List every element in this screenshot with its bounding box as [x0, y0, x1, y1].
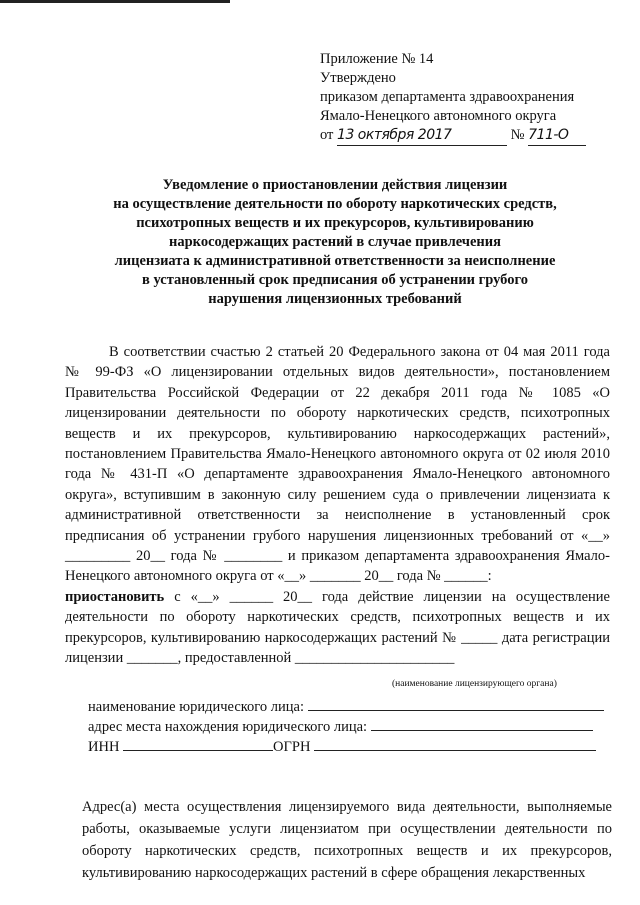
legal-address-label: адрес места нахождения юридического лица: — [88, 719, 368, 735]
title-line: наркосодержащих растений в случае привлечения — [169, 234, 501, 250]
suspend-keyword: приостановить — [65, 588, 165, 605]
legal-entity-name-row — [88, 697, 608, 717]
appendix-number: Приложение № 14 — [320, 51, 434, 67]
licensing-authority-caption: (наименование лицензирующего органа) — [392, 679, 557, 689]
inn-field[interactable] — [123, 739, 273, 751]
notice-body — [65, 342, 610, 669]
appendix-block — [320, 50, 620, 146]
title-line: в установленный срок предписания об устранении грубого — [142, 272, 528, 288]
activity-address-paragraph: Адрес(а) места осуществления лицензируемого вида деятельности, выполняемые работы, оказываемые услуги лицензиатом при осуществлении деятельности по обороту наркотических средств, психотропных веществ и их прекурсоров, культивированию наркосодержащих растений в сфере обращения лекарственных — [82, 799, 612, 881]
title-line: лицензиата к административной ответственности за неисполнение — [114, 253, 556, 269]
order-number-handwritten: 711-О — [528, 127, 569, 143]
suspension-text: с «__» ______ 20__ года действие лицензии на осуществление деятельности по обороту наркотических средств, психотропных веществ и их прекурсоров, культивированию наркосодержащих растений № _____ дата регистрации лицензии _______, предоставленной ______________________ — [65, 588, 610, 667]
ogrn-label: ОГРН — [273, 739, 311, 755]
ogrn-field[interactable] — [314, 739, 596, 751]
order-number-field — [528, 126, 586, 146]
approved-label: Утверждено — [320, 70, 396, 86]
suspension-paragraph — [65, 587, 610, 669]
licensee-fields — [88, 697, 608, 757]
top-edge-line — [0, 0, 230, 3]
order-date-row — [320, 126, 620, 146]
legal-address-field[interactable] — [371, 719, 593, 731]
activity-address-section — [82, 796, 612, 884]
title-line: Уведомление о приостановлении действия лицензии — [162, 177, 508, 193]
legal-entity-name-field[interactable] — [308, 699, 604, 711]
title-line: на осуществление деятельности по обороту наркотических средств, — [113, 196, 557, 212]
title-line: психотропных веществ и их прекурсоров, культивированию — [136, 215, 534, 231]
from-label: от — [320, 127, 334, 143]
legal-basis-paragraph: В соответствии счастью 2 статьей 20 Федерального закона от 04 мая 2011 года № 99-ФЗ «О лицензировании отдельных видов деятельности», постановлением Правительства Российской Федерации от 22 декабря 2011 года № 1085 «О лицензировании деятельности по обороту наркотических средств, психотропных веществ и их прекурсоров, культивированию наркосодержащих растений», постановлением Правительства Ямало-Ненецкого автономного округа от 02 июля 2010 года № 431-П «О департаменте здравоохранения Ямало-Ненецкого автономного округа», вступившим в законную силу решением суда о привлечении лицензиата к административной ответственности за неисполнение в установленный срок предписания об устранении грубого нарушения лицензионных требований от «__» _________ 20__ года № ________ и приказом департамента здравоохранения Ямало-Ненецкого автономного округа от «__» _______ 20__ года № ______: — [65, 344, 610, 585]
number-label: № — [510, 127, 525, 143]
legal-address-row — [88, 717, 608, 737]
order-region-line: Ямало-Ненецкого автономного округа — [320, 108, 557, 124]
order-date-handwritten: 13 октября 2017 — [337, 127, 452, 143]
order-date-field — [337, 126, 507, 146]
legal-entity-name-label: наименование юридического лица: — [88, 699, 304, 715]
document-title — [100, 176, 570, 309]
order-issuer-line: приказом департамента здравоохранения — [320, 89, 575, 105]
inn-ogrn-row — [88, 737, 608, 757]
inn-label: ИНН — [88, 739, 120, 755]
title-line: нарушения лицензионных требований — [208, 291, 462, 307]
